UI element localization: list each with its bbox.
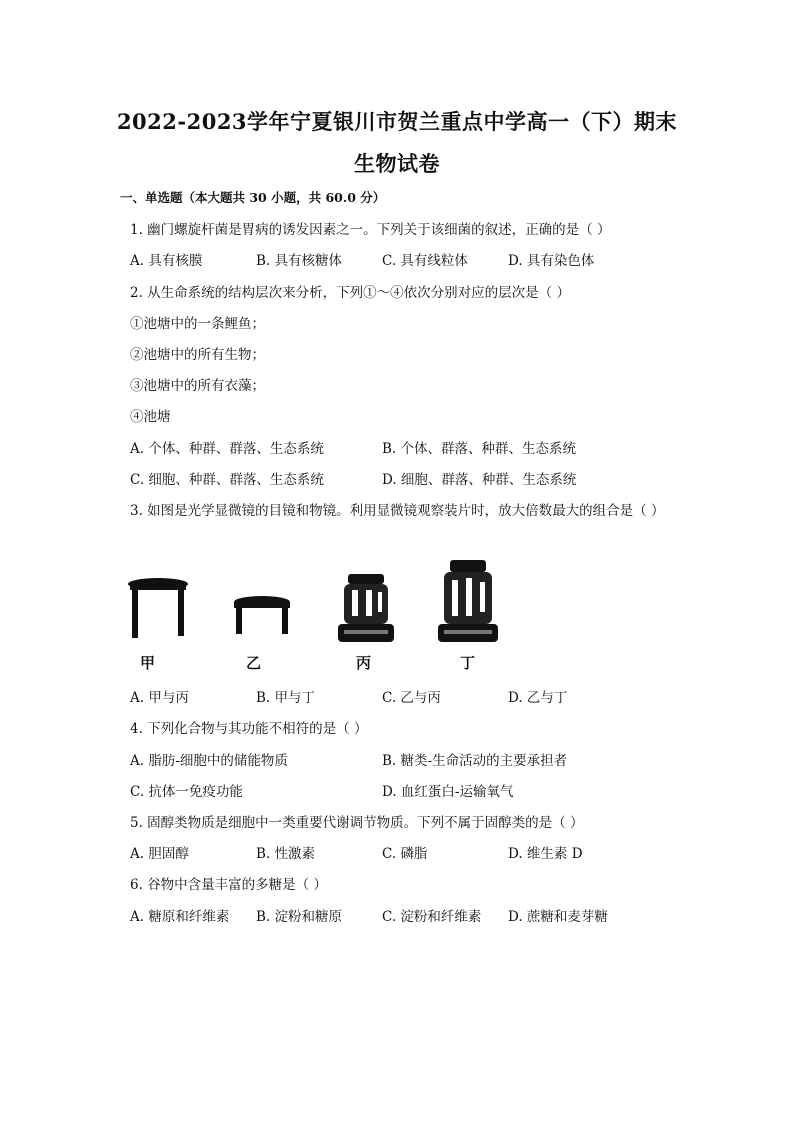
figure-label-jia: 甲 <box>140 654 156 672</box>
eyepiece-jia <box>128 578 188 638</box>
question-5-stem: 5. 固醇类物质是细胞中一类重要代谢调节物质。下列不属于固醇类的是（ ） <box>130 815 584 831</box>
question-2-item-4: ④池塘 <box>130 409 171 425</box>
question-3-option-d: D. 乙与丁 <box>508 690 568 706</box>
question-2-option-b: B. 个体、群落、种群、生态系统 <box>382 441 577 457</box>
question-6-option-b: B. 淀粉和糖原 <box>256 909 343 925</box>
exam-title-line1: 2022-2023学年宁夏银川市贺兰重点中学高一（下）期末 <box>116 109 678 134</box>
figure-label-ding: 丁 <box>460 654 476 672</box>
question-5-option-b: B. 性激素 <box>256 846 316 862</box>
question-3-stem: 3. 如图是光学显微镜的目镜和物镜。利用显微镜观察装片时，放大倍数最大的组合是（ ） <box>130 503 665 519</box>
figure-label-bing: 丙 <box>356 654 372 672</box>
question-4-stem: 4. 下列化合物与其功能不相符的是（ ） <box>130 721 368 737</box>
question-4-option-a: A. 脂肪-细胞中的储能物质 <box>130 753 288 769</box>
section-heading: 一、单选题（本大题共 30 小题，共 60.0 分） <box>120 190 386 205</box>
question-1-option-c: C. 具有线粒体 <box>382 253 468 269</box>
microscope-lens-figure <box>128 560 528 675</box>
question-6-option-c: C. 淀粉和纤维素 <box>382 909 482 925</box>
eyepiece-yi <box>234 596 290 634</box>
question-2-stem: 2. 从生命系统的结构层次来分析，下列①～④依次分别对应的层次是（ ） <box>130 285 570 301</box>
question-6-option-d: D. 蔗糖和麦芽糖 <box>508 909 608 925</box>
question-6-stem: 6. 谷物中含量丰富的多糖是（ ） <box>130 877 327 893</box>
question-2-item-1: ①池塘中的一条鲤鱼； <box>130 316 265 332</box>
question-2-item-2: ②池塘中的所有生物； <box>130 347 265 363</box>
objective-ding <box>438 560 498 642</box>
question-4-option-c: C. 抗体一免疫功能 <box>130 784 243 800</box>
question-2-item-3: ③池塘中的所有衣藻； <box>130 378 265 394</box>
question-6-option-a: A. 糖原和纤维素 <box>130 909 230 925</box>
question-3-option-b: B. 甲与丁 <box>256 690 316 706</box>
objective-bing <box>338 574 394 642</box>
question-2-option-a: A. 个体、种群、群落、生态系统 <box>130 441 324 457</box>
question-1-option-a: A. 具有核膜 <box>130 253 203 269</box>
exam-title-line2: 生物试卷 <box>354 151 440 176</box>
question-5-option-c: C. 磷脂 <box>382 846 428 862</box>
question-5-option-a: A. 胆固醇 <box>130 846 189 862</box>
question-2-option-c: C. 细胞、种群、群落、生态系统 <box>130 472 324 488</box>
question-5-option-d: D. 维生素 D <box>508 846 583 862</box>
question-3-option-a: A. 甲与丙 <box>130 690 189 706</box>
question-1-option-d: D. 具有染色体 <box>508 253 595 269</box>
question-3-option-c: C. 乙与丙 <box>382 690 441 706</box>
figure-label-yi: 乙 <box>246 654 262 672</box>
question-4-option-b: B. 糖类-生命活动的主要承担者 <box>382 753 568 769</box>
question-4-option-d: D. 血红蛋白-运输氧气 <box>382 784 514 800</box>
question-1-stem: 1. 幽门螺旋杆菌是胃病的诱发因素之一。下列关于该细菌的叙述，正确的是（ ） <box>130 222 611 238</box>
question-2-option-d: D. 细胞、群落、种群、生态系统 <box>382 472 577 488</box>
question-1-option-b: B. 具有核糖体 <box>256 253 343 269</box>
